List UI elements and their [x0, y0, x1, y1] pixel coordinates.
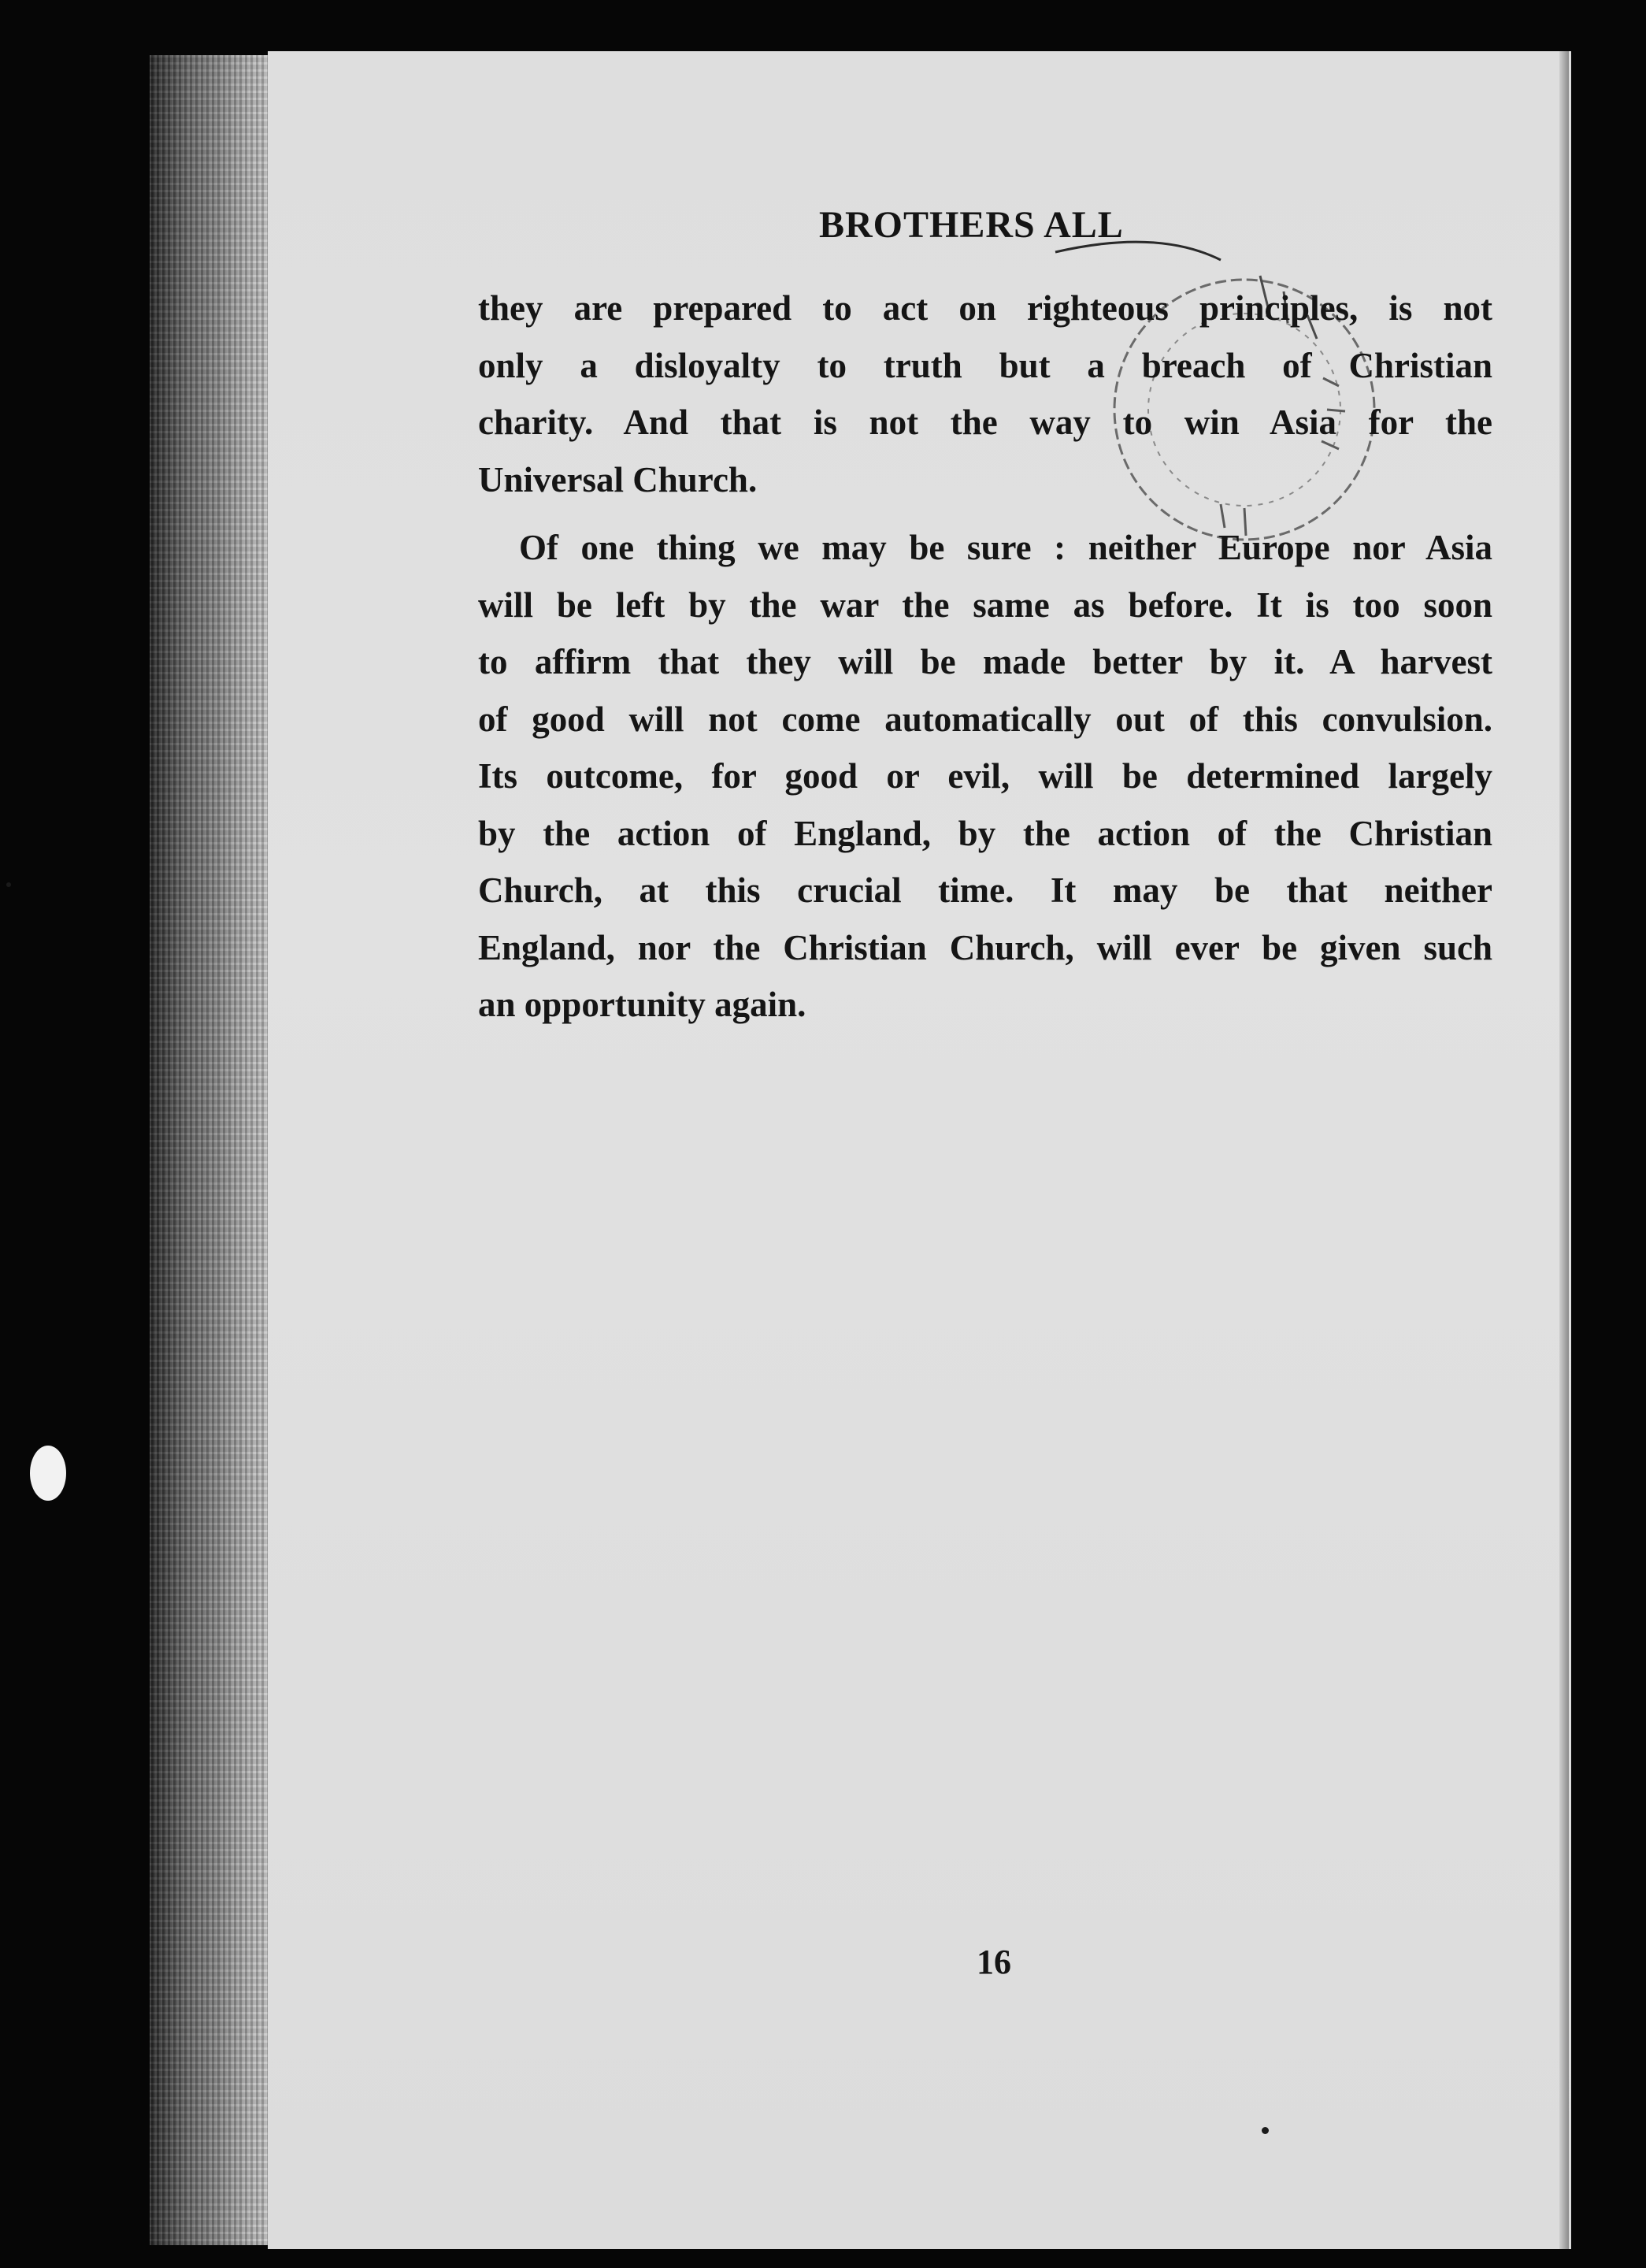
- running-head: BROTHERS ALL: [819, 204, 1124, 246]
- text-line: by the action of England, by the action of the Christian: [478, 813, 1492, 853]
- text-line: England, nor the Christian Church, will ever be given such: [478, 927, 1492, 967]
- scan-speck: [30, 1446, 66, 1501]
- text-line: of good will not come automatically out of this convulsion.: [478, 699, 1492, 739]
- scan-dot: [1262, 2127, 1269, 2134]
- paragraph-1: [478, 280, 1492, 508]
- page-number: 16: [977, 1943, 1011, 1981]
- text-line: they are prepared to act on righteous principles, is not: [478, 288, 1492, 328]
- paragraph-2: [478, 519, 1492, 1034]
- page-right-edge: [1559, 51, 1569, 2249]
- text-line: Its outcome, for good or evil, will be determined largely: [478, 756, 1492, 796]
- text-line: only a disloyalty to truth but a breach of Christian: [478, 345, 1492, 385]
- book-binding-edge: [150, 55, 276, 2245]
- text-line: will be left by the war the same as before. It is too soon: [478, 585, 1492, 625]
- paragraph-gap: [478, 508, 1492, 519]
- text-line: charity. And that is not the way to win Asia for the: [478, 403, 1492, 442]
- body-text: [478, 280, 1492, 1034]
- text-line: an opportunity again.: [478, 985, 806, 1024]
- text-line: to affirm that they will be made better by it. A harvest: [478, 642, 1492, 681]
- text-line: Of one thing we may be sure : neither Europe nor Asia: [519, 528, 1492, 567]
- scan-dot: [6, 882, 11, 887]
- text-line: Universal Church.: [478, 459, 758, 499]
- text-line: Church, at this crucial time. It may be that neither: [478, 870, 1492, 910]
